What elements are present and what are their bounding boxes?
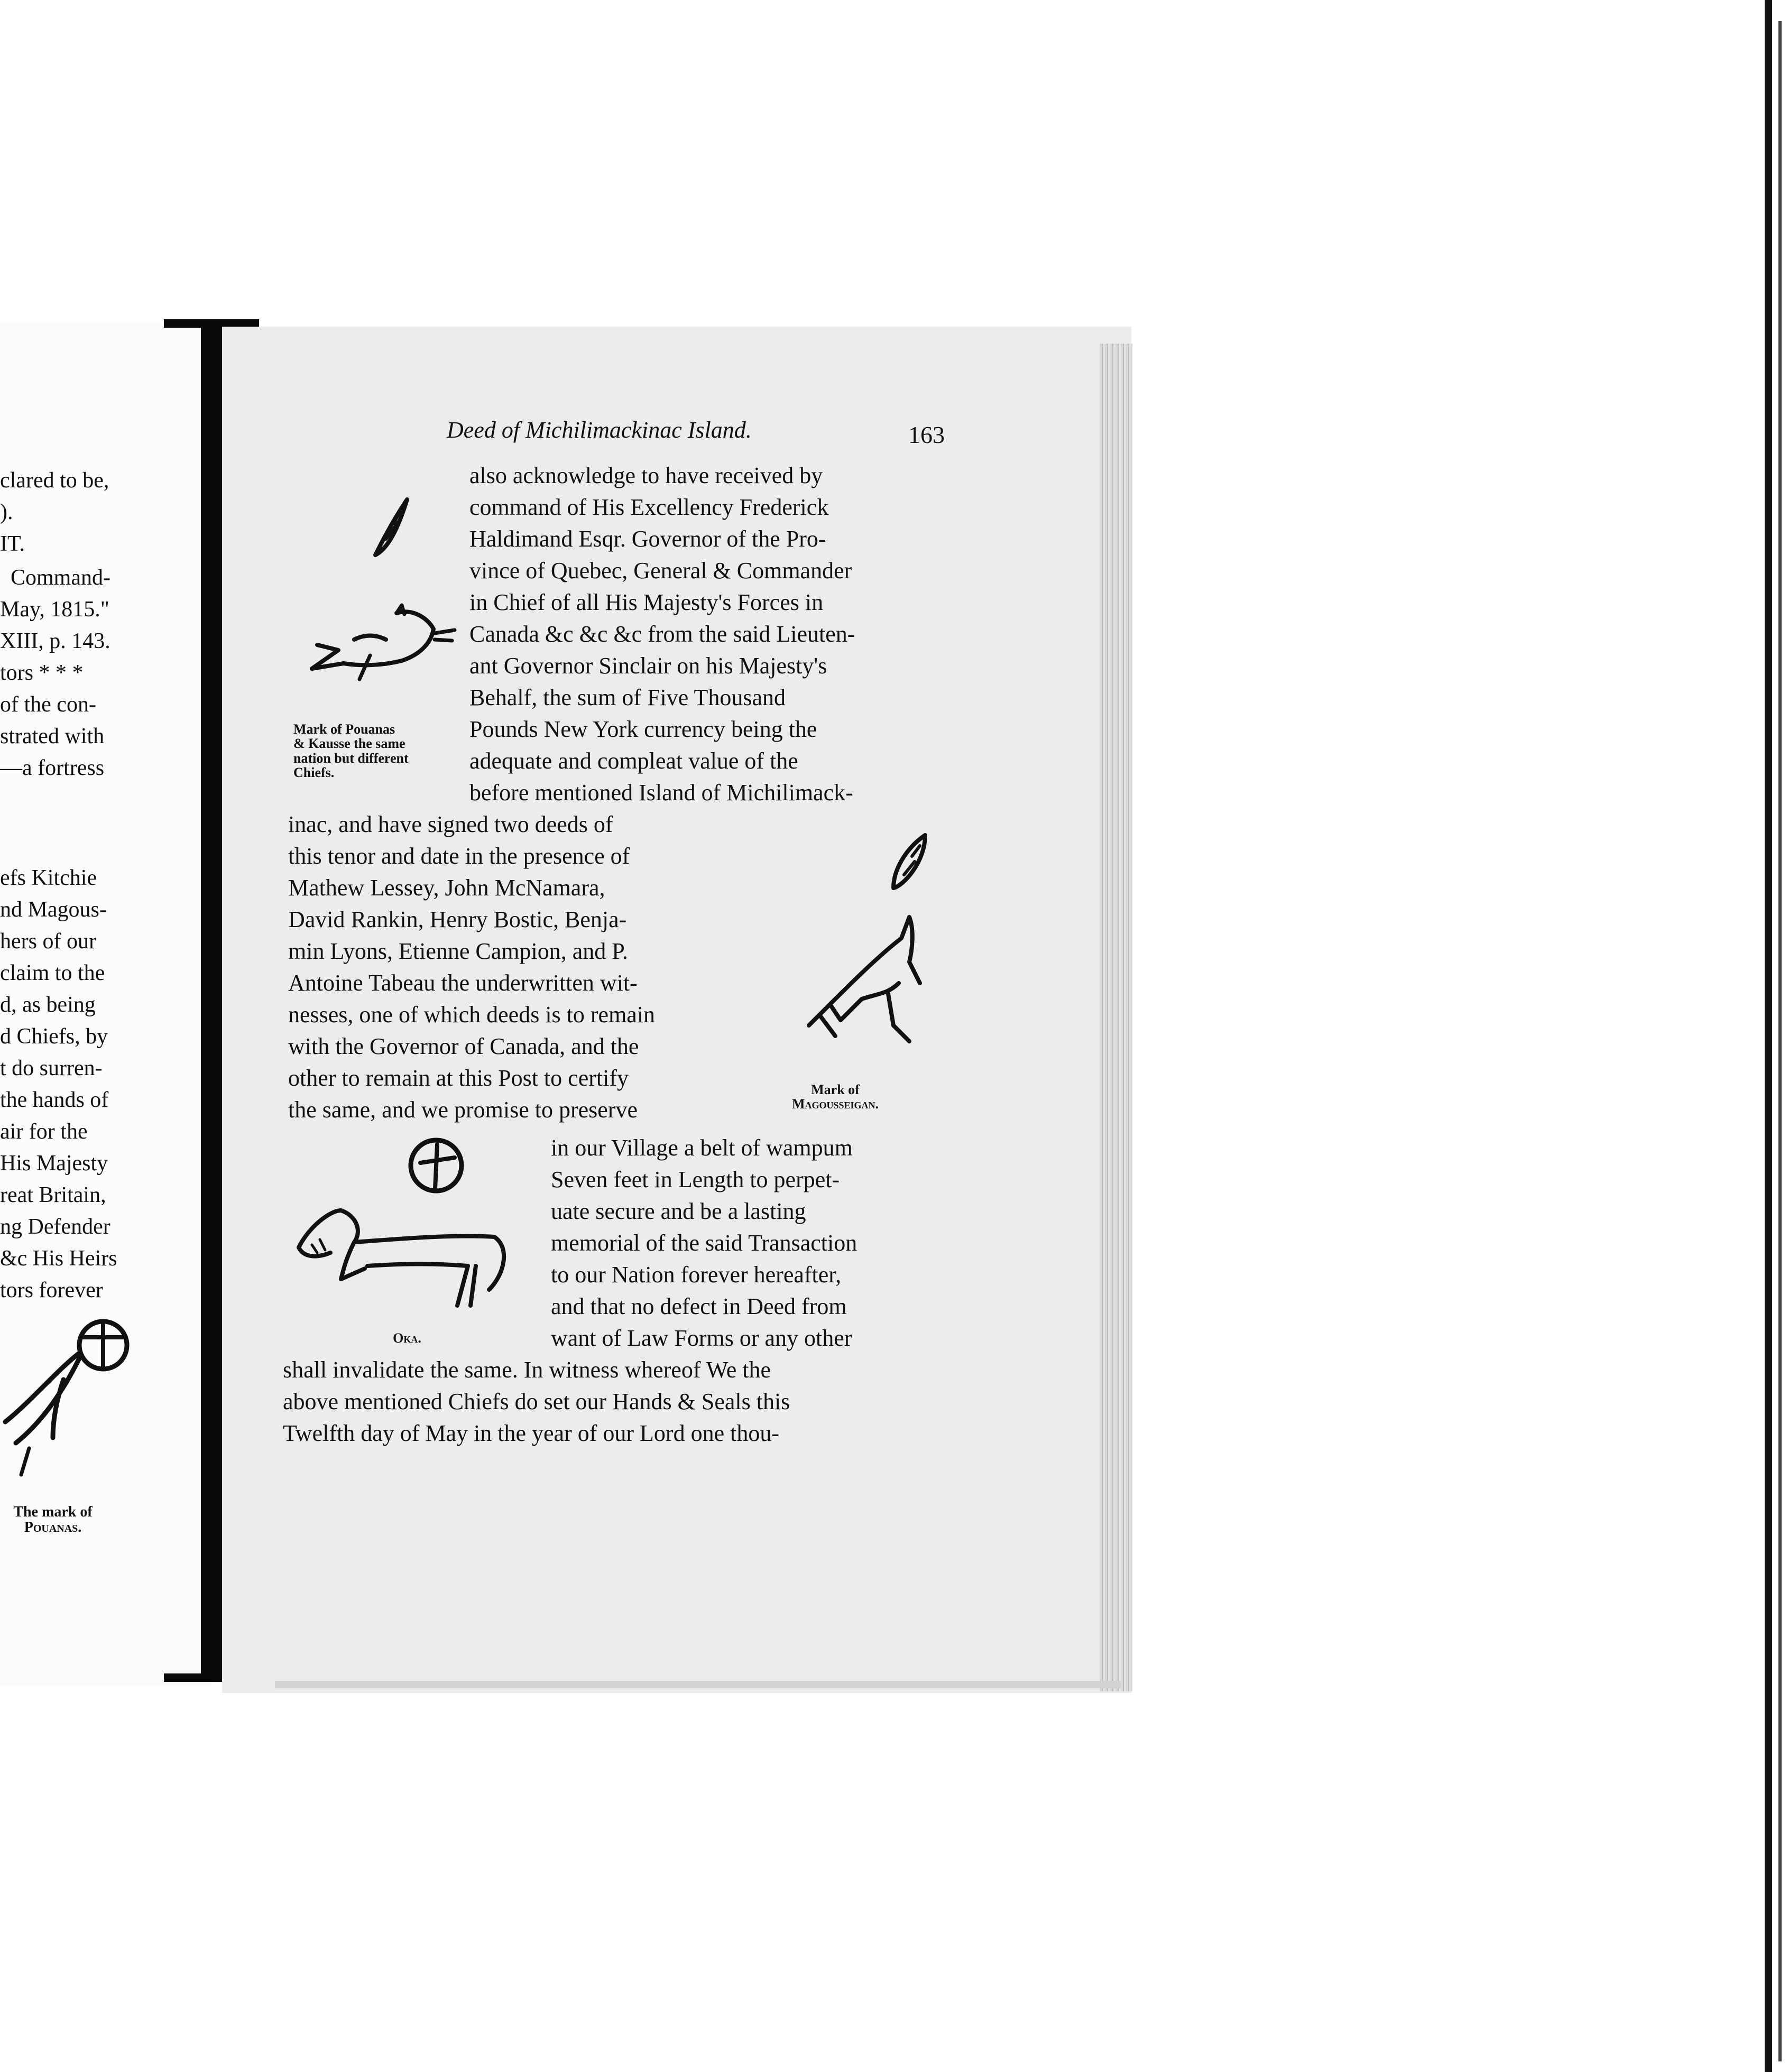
book-spine bbox=[201, 323, 222, 1682]
body-line: inac, and have signed two deeds of bbox=[288, 811, 613, 837]
body-line: memorial of the said Transaction bbox=[551, 1230, 857, 1256]
body-line: Antoine Tabeau the underwritten wit- bbox=[288, 970, 638, 996]
left-page-line: t do surren- bbox=[0, 1056, 103, 1080]
oka-caption: Oka. bbox=[393, 1330, 421, 1346]
body-line: ant Governor Sinclair on his Majesty's bbox=[469, 653, 827, 679]
left-facing-page bbox=[0, 322, 211, 1686]
pouanas-kausse-mark-drawing bbox=[296, 492, 455, 714]
left-page-line: IT. bbox=[0, 532, 25, 556]
oka-mark-drawing bbox=[288, 1131, 526, 1332]
left-page-line: Command- bbox=[11, 566, 110, 590]
body-line: also acknowledge to have received by bbox=[469, 462, 823, 488]
page-edge bbox=[1100, 344, 1132, 1691]
body-line: Pounds New York currency being the bbox=[469, 716, 817, 742]
left-page-line: clared to be, bbox=[0, 468, 109, 493]
magousseigan-caption bbox=[751, 1083, 920, 1112]
body-line: Haldimand Esqr. Governor of the Pro- bbox=[469, 526, 826, 552]
left-page-line: tors * * * bbox=[0, 661, 84, 685]
pouanas-caption-name: Pouanas. bbox=[24, 1519, 82, 1536]
body-line: Behalf, the sum of Five Thousand bbox=[469, 684, 786, 710]
left-page-line: tors forever bbox=[0, 1278, 103, 1302]
body-line: the same, and we promise to preserve bbox=[288, 1097, 638, 1123]
left-page-line: efs Kitchie bbox=[0, 866, 97, 890]
body-line: and that no defect in Deed from bbox=[551, 1293, 847, 1319]
body-line: with the Governor of Canada, and the bbox=[288, 1033, 639, 1059]
left-page-line: ). bbox=[0, 500, 13, 524]
body-line: shall invalidate the same. In witness whereof We the bbox=[283, 1357, 771, 1383]
body-line: in Chief of all His Majesty's Forces in bbox=[469, 589, 824, 615]
left-page-line: ng Defender bbox=[0, 1215, 110, 1239]
body-line: command of His Excellency Frederick bbox=[469, 494, 829, 520]
body-line: vince of Quebec, General & Commander bbox=[469, 558, 852, 584]
caption-line: Mark of bbox=[811, 1082, 860, 1097]
body-line: want of Law Forms or any other bbox=[551, 1325, 852, 1351]
pouanas-caption-line: The mark of bbox=[13, 1504, 93, 1520]
caption-name: Magousseigan. bbox=[791, 1096, 879, 1112]
left-page-line: &c His Heirs bbox=[0, 1246, 117, 1271]
left-page-line: strated with bbox=[0, 724, 105, 748]
body-line: above mentioned Chiefs do set our Hands & Seals this bbox=[283, 1389, 790, 1414]
body-line: in our Village a belt of wampum bbox=[551, 1135, 853, 1161]
scan-border-right-inner bbox=[1778, 21, 1782, 2061]
left-page-line: XIII, p. 143. bbox=[0, 629, 110, 653]
left-page-line: claim to the bbox=[0, 961, 105, 985]
body-line: nesses, one of which deeds is to remain bbox=[288, 1002, 656, 1028]
scan-border-right bbox=[1765, 0, 1772, 2072]
body-line: Seven feet in Length to perpet- bbox=[551, 1167, 840, 1192]
body-line: other to remain at this Post to certify bbox=[288, 1065, 629, 1091]
pouanas-caption bbox=[0, 1504, 106, 1536]
left-page-line: —a fortress bbox=[0, 756, 105, 780]
left-page-line: air for the bbox=[0, 1120, 88, 1144]
body-line: this tenor and date in the presence of bbox=[288, 843, 630, 869]
left-page-line: of the con- bbox=[0, 692, 96, 717]
pouanas-kausse-caption bbox=[293, 722, 409, 780]
caption-line: Chiefs. bbox=[293, 764, 335, 780]
caption-line: nation but different bbox=[293, 750, 409, 766]
body-line: Canada &c &c &c from the said Lieuten- bbox=[469, 621, 855, 647]
left-page-line: reat Britain, bbox=[0, 1183, 106, 1207]
body-line: before mentioned Island of Michilimack- bbox=[469, 780, 853, 806]
body-line: to our Nation forever hereafter, bbox=[551, 1262, 842, 1288]
left-page-line: the hands of bbox=[0, 1088, 109, 1112]
page-number: 163 bbox=[908, 421, 945, 448]
left-page-line: His Majesty bbox=[0, 1151, 108, 1176]
body-line: Mathew Lessey, John McNamara, bbox=[288, 875, 605, 901]
body-line: uate secure and be a lasting bbox=[551, 1198, 806, 1224]
pouanas-mark-drawing bbox=[0, 1316, 137, 1496]
running-head: Deed of Michilimackinac Island. bbox=[447, 417, 752, 443]
page-bottom-edge bbox=[275, 1681, 1121, 1688]
left-page-line: d, as being bbox=[0, 993, 96, 1017]
left-page-line: hers of our bbox=[0, 929, 96, 954]
left-page-line: d Chiefs, by bbox=[0, 1024, 108, 1049]
body-line: adequate and compleat value of the bbox=[469, 748, 798, 774]
caption-line: & Kausse the same bbox=[293, 736, 405, 752]
body-line: David Rankin, Henry Bostic, Benja- bbox=[288, 906, 627, 932]
body-line: Twelfth day of May in the year of our Lord one thou- bbox=[283, 1420, 779, 1446]
body-line: min Lyons, Etienne Campion, and P. bbox=[288, 938, 628, 964]
caption-line: Mark of Pouanas bbox=[293, 722, 395, 737]
left-page-line: nd Magous- bbox=[0, 898, 107, 922]
left-page-line: May, 1815." bbox=[0, 597, 109, 622]
magousseigan-mark-drawing bbox=[751, 825, 941, 1078]
